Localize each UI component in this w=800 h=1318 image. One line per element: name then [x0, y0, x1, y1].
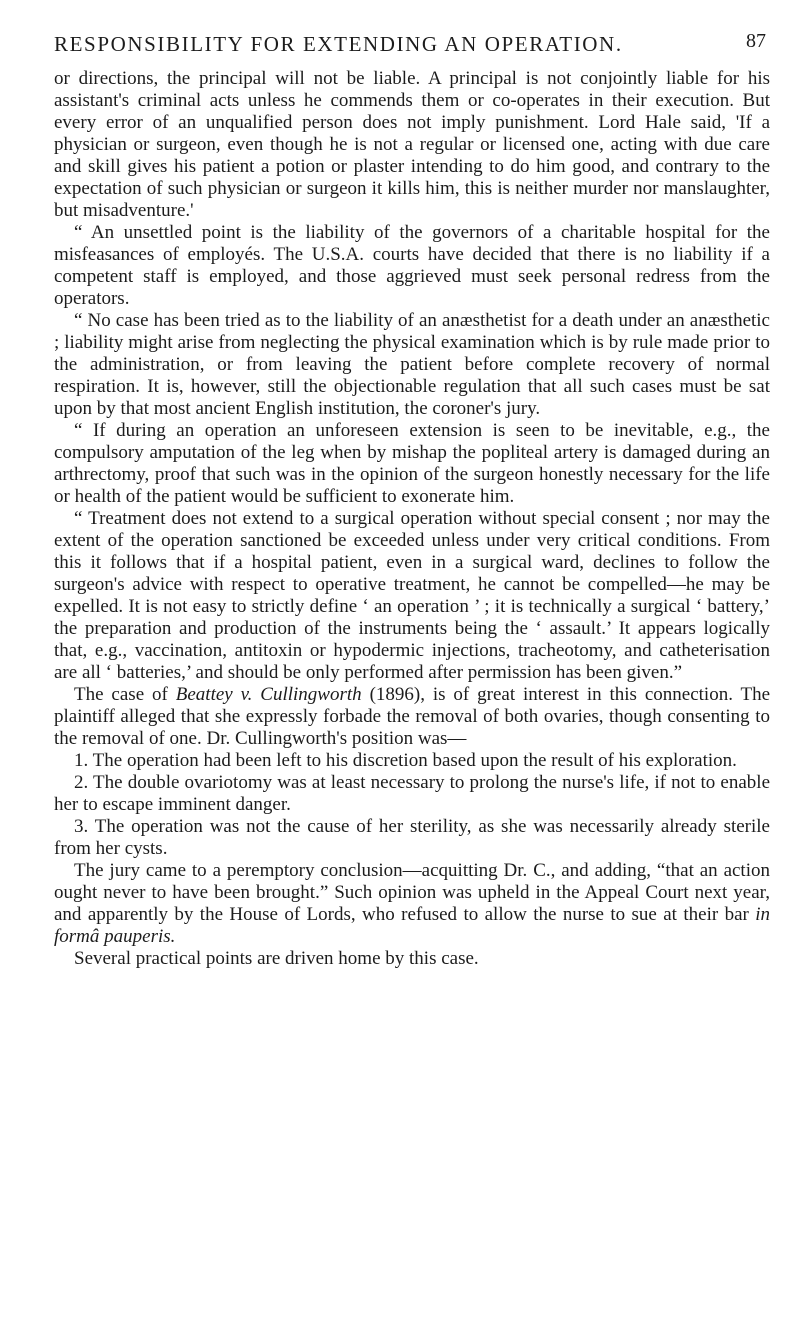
verdict-text: The jury came to a peremptory conclusion—acquitting Dr. C., and adding, “that an action ought never to have been brought.” Such opinion was upheld in the Appeal Court next year, and apparently by the House of Lords, who refused to allow the nurse to sue at their bar	[54, 860, 770, 925]
list-item: 2. The double ovariotomy was at least necessary to prolong the nurse's life, if not to enable her to escape imminent danger.	[54, 772, 770, 815]
latin-phrase: in formâ pauperis.	[54, 904, 771, 947]
paragraph-anaesthetist: “ No case has been tried as to the liability of an anæsthetist for a death under an anæsthetic ; liability might arise from neglecting the physical examination which is by rule made prior to the administration, or from leaving the patient before complete recovery of normal respiration. It is, however, still the objectionable regulation that all such cases must be sat upon by that most ancient English institution, the coroner's jury.	[54, 310, 770, 419]
case-name: Beattey v. Cullingworth	[175, 684, 362, 705]
list-item: 3. The operation was not the cause of her sterility, as she was necessarily already sterile from her cysts.	[54, 816, 770, 859]
paragraph-principal-liability: or directions, the principal will not be liable. A principal is not conjointly liable for his assistant's criminal acts unless he commends them or co-operates in their execution. But every error of an unqualified person does not imply punishment. Lord Hale said, 'If a physician or surgeon, even though he is not a regular or licensed one, acting with due care and skill gives his patient a potion or plaster intending to do him good, and contrary to the expectation of such physician or surgeon it kills him, this is neither murder nor manslaughter, but misadventure.'	[54, 68, 770, 221]
paragraph-practical-points: Several practical points are driven home by this case.	[74, 948, 479, 969]
body-text	[54, 68, 770, 970]
list-item: 1. The operation had been left to his discretion based upon the result of his exploration.	[74, 750, 737, 771]
case-intro: The case of	[74, 684, 168, 705]
running-head	[54, 28, 770, 68]
case-details: (1896), is of great interest in this connection. The plaintiff alleged that she expressly forbade the removal of both ovaries, though consenting to the removal of one. Dr. Cullingworth's position was—	[54, 684, 771, 749]
book-page	[54, 28, 770, 970]
paragraph-unforeseen-extension: “ If during an operation an unforeseen extension is seen to be inevitable, e.g., the compulsory amputation of the leg when by mishap the popliteal artery is damaged during an arthrectomy, proof that such was in the opinion of the surgeon honestly necessary for the life or health of the patient would be sufficient to exonerate him.	[54, 420, 770, 507]
chapter-title: RESPONSIBILITY FOR EXTENDING AN OPERATION.	[54, 32, 623, 56]
page-number: 87	[746, 30, 766, 52]
paragraph-special-consent: “ Treatment does not extend to a surgical operation without special consent ; nor may the extent of the operation sanctioned be exceeded unless under very critical conditions. From this it follows that if a hospital patient, even in a surgical ward, declines to follow the surgeon's advice with respect to operative treatment, he cannot be compelled—he may be expelled. It is not easy to strictly define ‘ an operation ’ ; it is technically a surgical ‘ battery,’ the preparation and production of the instruments being the ‘ assault.’ It appears logically that, e.g., vaccination, antitoxin or hypodermic injections, tracheotomy, and catheterisation are all ‘ batteries,’ and should be only performed after permission has been given.”	[54, 508, 770, 683]
paragraph-charitable-hospital: “ An unsettled point is the liability of the governors of a charitable hospital for the misfeasances of employés. The U.S.A. courts have decided that there is no liability if a competent staff is employed, and those aggrieved must seek personal redress from the operators.	[54, 222, 770, 309]
paragraph-beattey-case	[54, 684, 770, 750]
paragraph-jury-verdict	[54, 860, 770, 948]
